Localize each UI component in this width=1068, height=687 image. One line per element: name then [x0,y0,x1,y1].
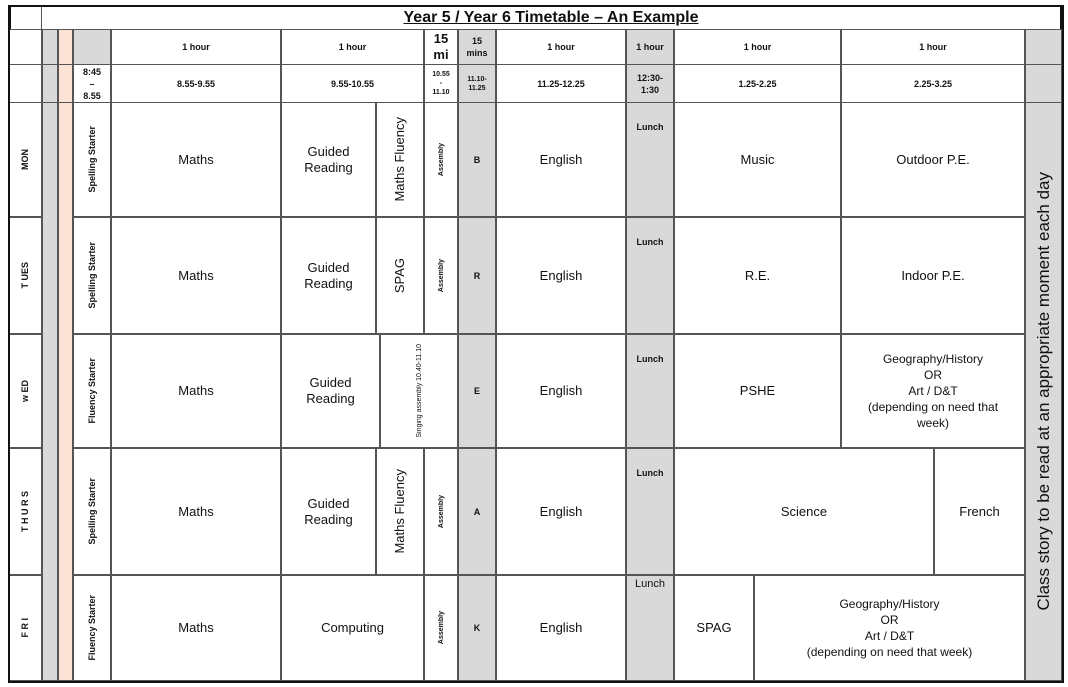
lesson-p1-text: Maths [178,267,214,283]
lesson-p1-text: Maths [178,151,214,167]
assembly-cell [424,448,458,575]
lesson-p4 [674,448,934,575]
day-label-text: w ED [20,379,30,402]
lunch-cell [626,334,674,448]
duration-p2 [281,29,424,65]
lesson-p2-extra [376,102,424,217]
time-lunch-text: 12:30- 1:30 [636,72,663,95]
time-early [73,64,111,103]
lunch-cell [626,448,674,575]
break-letter [458,448,496,575]
lesson-p5-text: Geography/History OR Art / D&T (depending on need that week) [806,597,973,659]
starter-cell-text: Spelling Starter [87,242,97,309]
lesson-p2 [281,575,424,681]
time-lunch [626,64,674,103]
lesson-p1-text: Maths [178,503,214,519]
day-label [8,448,42,575]
lesson-p3-text: English [539,503,583,519]
lesson-p2-text: Computing [321,620,384,635]
lesson-p5-text: Indoor P.E. [901,267,965,283]
time-p5-text: 2.25-3.25 [913,78,953,89]
lesson-p2-text: Guided Reading [304,495,353,527]
duration-p2-text: 1 hour [338,42,367,52]
duration-assembly-text: 15 mi [433,31,449,62]
lesson-p2-text: Guided Reading [304,143,353,175]
assembly-cell [424,102,458,217]
lunch-cell-text: Lunch [636,122,664,132]
time-p2-text: 9.55-10.55 [330,78,375,89]
lesson-p3 [496,102,626,217]
lesson-p5-text: Outdoor P.E. [896,151,970,167]
lesson-p4 [674,575,754,681]
day-label-text: T UES [20,262,30,289]
lunch-cell-text: Lunch [636,354,664,364]
lesson-p4-text: PSHE [739,383,776,398]
title-cell [41,5,1062,30]
lesson-p3-text: English [539,151,583,167]
lesson-p2-extra [376,217,424,334]
time-break [458,64,496,103]
time-assembly-text: 10.55 - 11.10 [432,71,450,96]
corner-cell [8,5,42,30]
starter-cell [73,217,111,334]
lesson-p5 [934,448,1025,575]
lunch-cell-text: Lunch [636,237,664,247]
duration-p5 [841,29,1025,65]
page-title: Year 5 / Year 6 Timetable – An Example [403,9,699,26]
duration-break [458,29,496,65]
starter-cell-text: Fluency Starter [87,595,97,661]
time-p3 [496,64,626,103]
lesson-p2-text: Guided Reading [304,259,353,291]
lesson-p2-extra-text: Maths Fluency [392,469,407,554]
day-label [8,102,42,217]
time-p4-text: 1.25-2.25 [738,78,777,89]
lunch-cell-text: Lunch [635,578,665,590]
singing-assembly [380,334,458,448]
lesson-p5 [841,217,1025,334]
lesson-p4-text: Music [740,151,775,167]
lesson-p4-text: Science [780,503,828,519]
day-label [8,217,42,334]
lesson-p2 [281,448,376,575]
lesson-p5-text: French [959,503,1000,519]
starter-cell-text: Spelling Starter [87,126,97,193]
lesson-p3 [496,217,626,334]
grey-strip [42,64,58,103]
time-p2 [281,64,424,103]
break-letter [458,102,496,217]
grey-strip [42,29,58,65]
lesson-p4 [674,102,841,217]
duration-p3-text: 1 hour [547,42,575,52]
grey-cell [1025,29,1062,65]
lesson-p1 [111,575,281,681]
pink-strip [58,29,73,65]
time-p4 [674,64,841,103]
lesson-p1-text: Maths [178,383,214,398]
lesson-p1 [111,102,281,217]
lesson-p2-extra-text: Maths Fluency [392,117,407,202]
lunch-cell [626,102,674,217]
lesson-p5 [754,575,1025,681]
lesson-p2-extra [376,448,424,575]
assembly-cell [424,217,458,334]
lesson-p1 [111,217,281,334]
lesson-p4-text: R.E. [744,267,771,283]
lunch-cell [626,217,674,334]
lesson-p1 [111,448,281,575]
lesson-p2 [281,102,376,217]
pink-strip [58,64,73,103]
duration-p5-text: 1 hour [919,42,947,52]
time-p3-text: 11.25-12.25 [537,78,585,89]
lesson-p1-text: Maths [178,620,214,635]
blank-cell [8,64,42,103]
blank-cell [8,29,42,65]
grey-cell [1025,64,1062,103]
lesson-p2-text: Guided Reading [306,375,355,406]
break-letter-text: E [473,386,480,396]
duration-p4-text: 1 hour [743,42,772,52]
lunch-cell-text: Lunch [636,468,664,478]
grey-cell [73,29,111,65]
lesson-p3-text: English [539,267,583,283]
duration-lunch-text: 1 hour [636,42,664,52]
lesson-p5 [841,334,1025,448]
duration-p4 [674,29,841,65]
singing-assembly-text: Singing assembly 10.40-11.10 [415,344,423,438]
lesson-p2 [281,334,380,448]
assembly-cell-text: Assembly [437,494,445,529]
starter-cell-text: Spelling Starter [87,478,97,545]
break-letter [458,334,496,448]
starter-cell [73,334,111,448]
pink-strip [58,102,73,681]
day-label-text: MON [20,149,30,170]
lesson-p3 [496,575,626,681]
break-letter-text: R [473,270,481,281]
starter-cell-text: Fluency Starter [87,358,97,424]
class-story-note-text: Class story to be read at an appropriate moment each day [1033,172,1053,611]
lunch-cell [626,575,674,681]
lesson-p4 [674,217,841,334]
starter-cell [73,448,111,575]
grey-strip [42,102,58,681]
lesson-p5-text: Geography/History OR Art / D&T (depending on need that week) [867,352,999,430]
duration-p1-text: 1 hour [182,42,210,52]
duration-lunch [626,29,674,65]
day-label-text: T H U R S [20,490,30,532]
assembly-cell-text: Assembly [437,611,445,645]
duration-break-text: 15 mins [466,36,488,58]
assembly-cell [424,575,458,681]
duration-p3 [496,29,626,65]
lesson-p3-text: English [539,383,583,398]
lesson-p2 [281,217,376,334]
lesson-p4-text: SPAG [696,620,732,635]
break-letter-text: A [473,506,481,517]
day-label [8,575,42,681]
starter-cell [73,102,111,217]
break-letter [458,575,496,681]
break-letter-text: B [473,154,481,165]
duration-p1 [111,29,281,65]
lesson-p5 [841,102,1025,217]
lesson-p3-text: English [539,620,583,635]
lesson-p1 [111,334,281,448]
starter-cell [73,575,111,681]
time-break-text: 11.10- 11.25 [467,75,487,92]
time-p5 [841,64,1025,103]
day-label-text: F R I [20,618,30,638]
class-story-note [1025,102,1062,681]
break-letter-text: K [473,623,481,633]
lesson-p4 [674,334,841,448]
duration-assembly [424,29,458,65]
time-p1 [111,64,281,103]
lesson-p3 [496,334,626,448]
lesson-p3 [496,448,626,575]
day-label [8,334,42,448]
lesson-p2-extra-text: SPAG [392,257,407,294]
break-letter [458,217,496,334]
time-assembly [424,64,458,103]
time-p1-text: 8.55-9.55 [176,78,216,89]
time-early-text: 8:45 – 8.55 [82,66,101,101]
assembly-cell-text: Assembly [437,258,445,293]
assembly-cell-text: Assembly [437,142,445,177]
